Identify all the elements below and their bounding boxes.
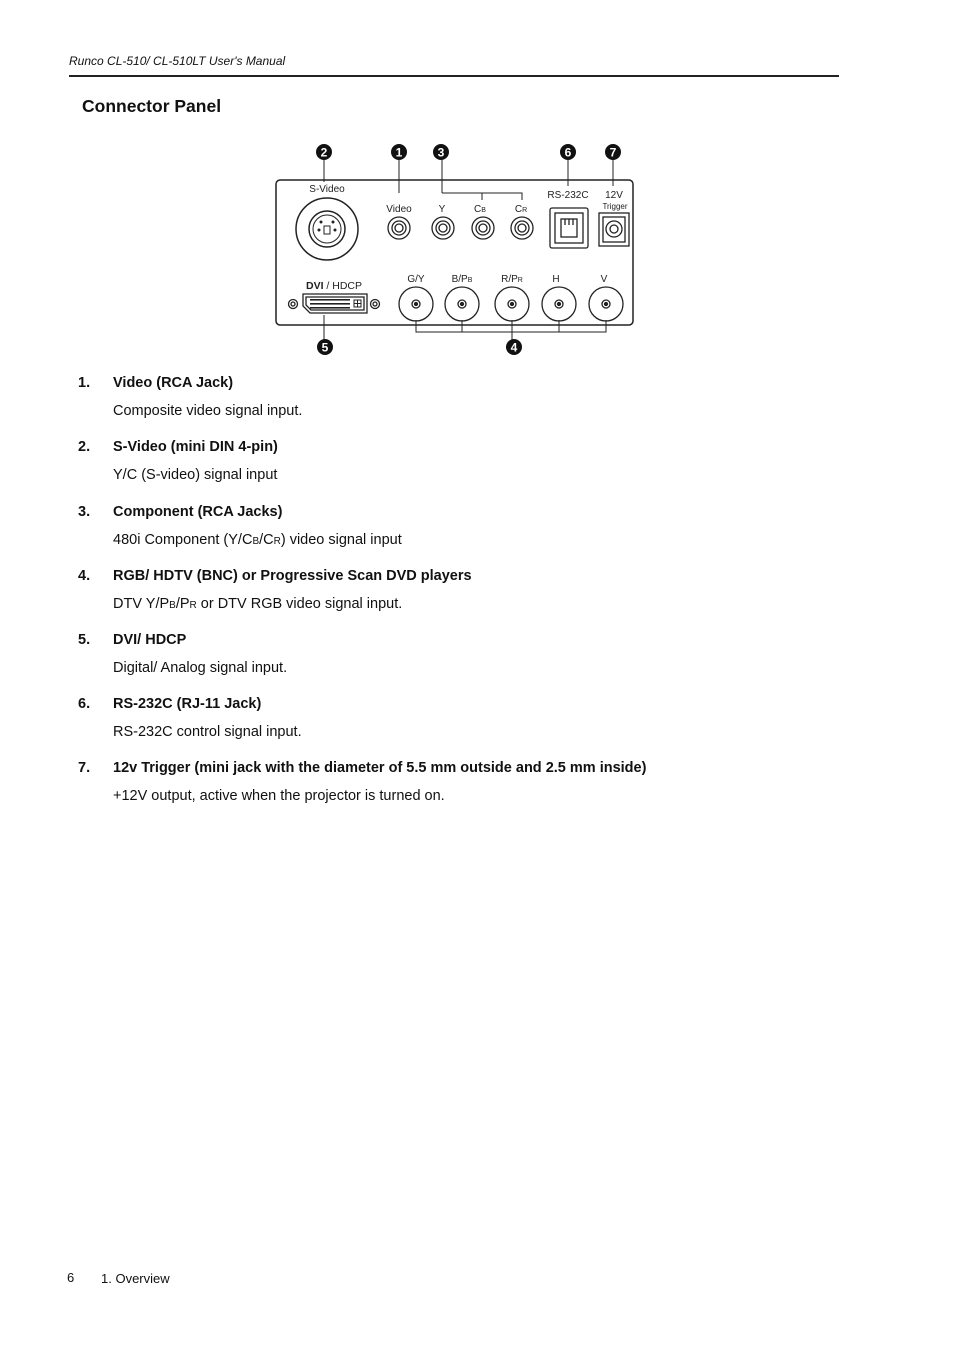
callout-3: [433, 144, 449, 160]
list-item: [78, 632, 858, 676]
svg-text:3: 3: [437, 145, 445, 160]
section-title: Connector Panel: [82, 96, 222, 116]
v-label: V: [600, 274, 608, 285]
callout-1: [391, 144, 407, 160]
page-number: 6: [67, 1270, 75, 1285]
item-title: RGB/ HDTV (BNC) or Progressive Scan DVD players: [113, 568, 472, 584]
list-item: [78, 375, 858, 419]
footer-section: 1. Overview: [101, 1271, 170, 1286]
bnc-h-jack: [542, 287, 576, 321]
y-label: Y: [438, 204, 446, 215]
list-item: [78, 568, 858, 612]
video-label: Video: [386, 204, 412, 215]
svg-text:1: 1: [395, 145, 403, 160]
bnc-gy-jack: [399, 287, 433, 321]
callout-7: [605, 144, 621, 160]
callout-6: [560, 144, 576, 160]
item-number: 6.: [78, 696, 91, 712]
cb-label: CB: [474, 204, 486, 215]
svg-text:2: 2: [320, 145, 328, 160]
h-label: H: [552, 274, 560, 285]
svg-text:6: 6: [564, 145, 572, 160]
list-item: [78, 439, 858, 483]
rs232c-label: RS-232C: [547, 190, 589, 201]
item-number: 2.: [78, 439, 91, 455]
bnc-v-jack: [589, 287, 623, 321]
bpb-label: B/PB: [451, 274, 473, 285]
item-number: 1.: [78, 375, 91, 391]
dvi-label: DVI / HDCP: [306, 280, 363, 292]
item-description: Y/C (S-video) signal input: [113, 467, 278, 483]
svg-text:7: 7: [609, 145, 617, 160]
rca-y-jack: [432, 217, 454, 239]
item-title: 12v Trigger (mini jack with the diameter of 5.5 mm outside and 2.5 mm inside): [113, 760, 647, 776]
item-number: 3.: [78, 504, 91, 520]
trigger-jack: [599, 213, 629, 246]
rca-cb-jack: [472, 217, 494, 239]
item-title: Component (RCA Jacks): [113, 504, 283, 520]
rca-video-jack: [388, 217, 410, 239]
rj11-port: [550, 208, 588, 248]
cr-label: CR: [514, 204, 528, 215]
item-description: DTV Y/PB/PR or DTV RGB video signal input.: [113, 596, 403, 612]
bnc-rpr-jack: [495, 287, 529, 321]
list-item: [78, 504, 858, 548]
item-title: DVI/ HDCP: [113, 632, 187, 648]
svg-text:4: 4: [510, 340, 518, 355]
item-title: Video (RCA Jack): [113, 375, 234, 391]
callout-2: [316, 144, 332, 160]
rca-cr-jack: [511, 217, 533, 239]
gy-label: G/Y: [407, 274, 425, 285]
rpr-label: R/PR: [501, 274, 523, 285]
bnc-bpb-jack: [445, 287, 479, 321]
item-description: RS-232C control signal input.: [113, 724, 302, 740]
running-header: Runco CL-510/ CL-510LT User's Manual: [69, 54, 286, 68]
callout-4: [506, 339, 522, 355]
item-description: Digital/ Analog signal input.: [113, 660, 288, 676]
trigger-label: Trigger: [602, 202, 628, 211]
12v-label: 12V: [605, 190, 623, 201]
item-description: Composite video signal input.: [113, 403, 303, 419]
svideo-label: S-Video: [309, 184, 345, 195]
item-title: S-Video (mini DIN 4-pin): [113, 439, 278, 455]
item-number: 5.: [78, 632, 91, 648]
svideo-port: [296, 198, 358, 260]
list-item: [78, 760, 858, 804]
svg-text:5: 5: [321, 340, 329, 355]
item-description: 480i Component (Y/CB/CR) video signal input: [113, 532, 402, 548]
item-title: RS-232C (RJ-11 Jack): [113, 696, 262, 712]
connector-panel-diagram: [0, 0, 954, 370]
list-item: [78, 696, 858, 740]
item-number: 4.: [78, 568, 91, 584]
item-number: 7.: [78, 760, 91, 776]
callout-5: [317, 339, 333, 355]
item-description: +12V output, active when the projector is turned on.: [113, 788, 445, 804]
dvi-pins: [310, 299, 361, 309]
